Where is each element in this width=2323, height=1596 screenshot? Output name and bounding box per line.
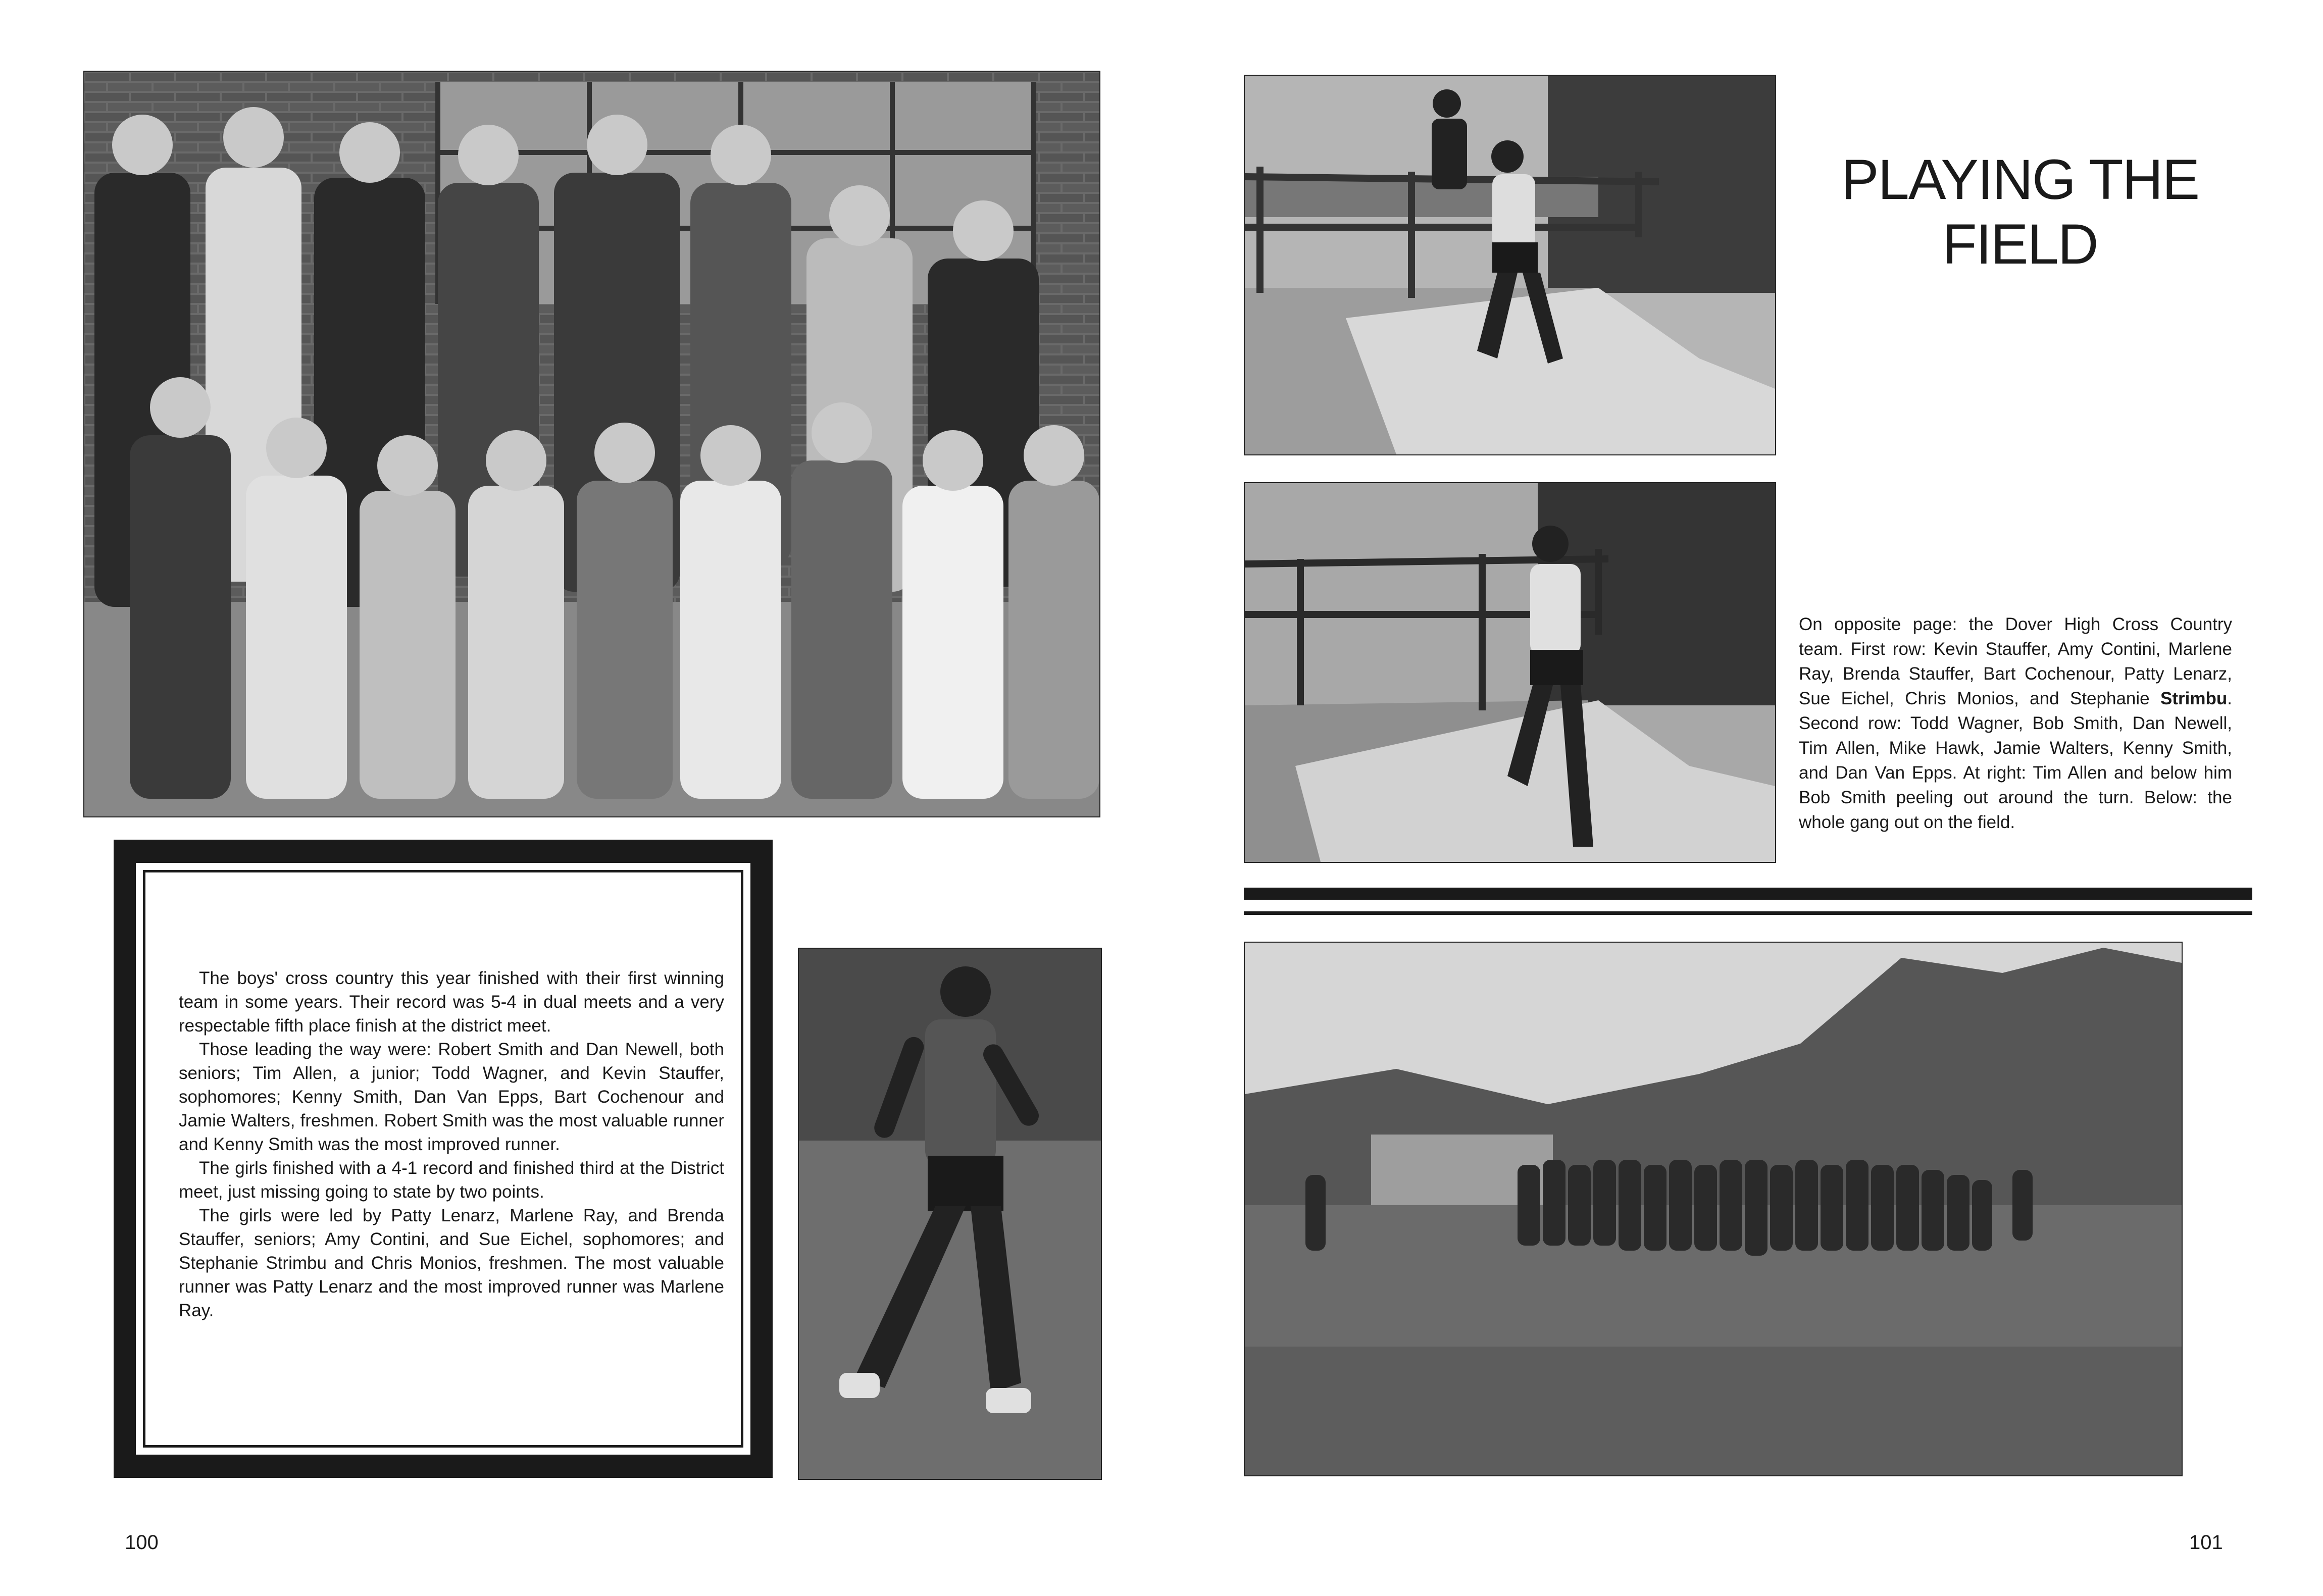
team-photo — [83, 71, 1100, 817]
field-race-photo — [1244, 942, 2183, 1476]
divider-rule-thick — [1244, 888, 2252, 900]
story-paragraph: The boys' cross country this year finished with their first winning team in some years. Their record was 5-4 in dual meets and a very respectable fifth place finish at the district meet. — [179, 968, 724, 1036]
photo-caption — [1799, 612, 2232, 835]
divider-rule-thin — [1244, 911, 2252, 915]
story-text — [179, 966, 724, 1322]
bridge-runner-photo-bottom — [1244, 482, 1776, 863]
page-title — [1808, 147, 2232, 277]
caption-text-2: . Second row: Todd Wagner, Bob Smith, Dan Newell, Tim Allen, Mike Hawk, Jamie Walters, Kenny Smith, and Dan Van Epps. At right: Tim Allen and below him Bob Smith peeling out around the turn. Below: the whole gang out on the field. — [1799, 689, 2232, 832]
page-title-line-1: PLAYING THE — [1841, 148, 2199, 211]
story-paragraph: The girls were led by Patty Lenarz, Marlene Ray, and Brenda Stauffer, seniors; Amy Contini, and Sue Eichel, sophomores; and Stephanie Strimbu and Chris Monios, freshmen. The most valuable runner was Patty Lenarz and the most improved runner was Marlene Ray. — [179, 1206, 724, 1320]
page-title-line-2: FIELD — [1942, 213, 2098, 276]
bridge-runner-photo-top — [1244, 75, 1776, 455]
story-box — [114, 840, 773, 1478]
runner-photo — [798, 948, 1102, 1480]
page-number-left: 100 — [125, 1531, 159, 1554]
caption-text-bold: Strimbu — [2160, 689, 2228, 708]
story-paragraph: Those leading the way were: Robert Smith and Dan Newell, both seniors; Tim Allen, a junior; Todd Wagner, and Kevin Stauffer, sophomores; Kenny Smith, Dan Van Epps, Bart Cochenour and Jamie Walters, freshmen. Robert Smith was the most valuable runner and Kenny Smith was the most improved runner. — [179, 1040, 724, 1154]
story-box-inner — [134, 861, 752, 1457]
story-paragraph: The girls finished with a 4-1 record and finished third at the District meet, just missing going to state by two points. — [179, 1158, 724, 1202]
caption-text-1: On opposite page: the Dover High Cross Country team. First row: Kevin Stauffer, Amy Contini, Marlene Ray, Brenda Stauffer, Bart Cochenour, Patty Lenarz, Sue Eichel, Chris Monios, and Stephanie — [1799, 614, 2232, 708]
page-number-right: 101 — [2189, 1531, 2223, 1554]
